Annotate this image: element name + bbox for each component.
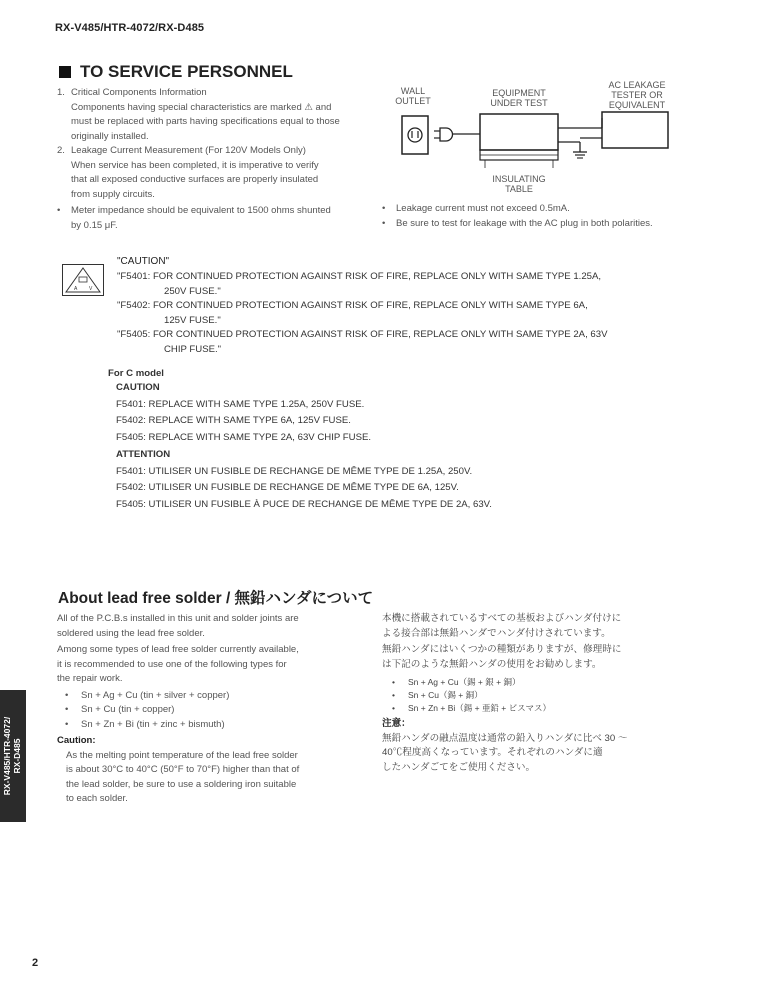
item-line: by 0.15 μF.	[71, 219, 118, 231]
c-model-label: For C model	[108, 368, 164, 379]
caution-line: "F5405: FOR CONTINUED PROTECTION AGAINST RISK OF FIRE, REPLACE ONLY WITH SAME TYPE 2A, 63V	[117, 329, 608, 340]
c-attention-label: ATTENTION	[116, 449, 171, 460]
item-number: 2.	[57, 145, 65, 156]
caution-line: CHIP FUSE."	[164, 343, 222, 355]
c-attention-line: F5405: UTILISER UN FUSIBLE À PUCE DE RECHANGE DE MÊME TYPE DE 2A, 63V.	[116, 498, 492, 510]
item-line: originally installed.	[71, 130, 149, 142]
item-line: Leakage Current Measurement (For 120V Models Only)	[71, 145, 306, 156]
item-line: When service has been completed, it is imperative to verify	[71, 159, 319, 171]
instruction-item-2	[57, 144, 357, 202]
caution-line: 125V FUSE."	[164, 314, 221, 326]
item-line: Components having special characteristics are marked ⚠ and	[71, 101, 332, 113]
page-number: 2	[32, 957, 39, 969]
svg-text:V: V	[89, 286, 93, 292]
jp-solder-type-list: • Sn + Ag + Cu（錫 + 銀 + 銅） • Sn + Cu（錫 + 銅） • Sn + Zn + Bi（錫 + 亜鉛 + ビスマス）	[392, 677, 551, 713]
svg-text:A: A	[74, 286, 78, 292]
service-instructions	[57, 86, 357, 233]
square-bullet-icon	[59, 66, 71, 78]
table-label: INSULATING TABLE	[492, 174, 546, 194]
caution-line: "F5401: FOR CONTINUED PROTECTION AGAINST RISK OF FIRE, REPLACE ONLY WITH SAME TYPE 1.25A,	[117, 271, 602, 282]
section-title	[59, 62, 293, 82]
item-line: Meter impedance should be equivalent to 1500 ohms shunted	[71, 205, 331, 216]
leakage-bullets	[382, 202, 682, 231]
tester-box	[602, 112, 668, 148]
item-line: must be replaced with parts having specifications equal to those	[71, 116, 340, 127]
leakage-test-diagram	[380, 82, 680, 192]
instruction-item-1	[57, 86, 357, 144]
caution-header: "CAUTION"	[117, 256, 170, 267]
item-number: 1.	[57, 87, 65, 98]
leakage-bullet: • Be sure to test for leakage with the AC plug in both polarities.	[382, 217, 653, 229]
c-caution-line: F5401: REPLACE WITH SAME TYPE 1.25A, 250V FUSE.	[116, 398, 365, 410]
section-title-text: TO SERVICE PERSONNEL	[80, 62, 293, 81]
item-line: that all exposed conductive surfaces are properly insulated	[71, 174, 319, 185]
model-header: RX-V485/HTR-4072/RX-D485	[55, 22, 205, 34]
solder-type-list: • Sn + Ag + Cu (tin + silver + copper) • Sn + Cu (tin + copper) • Sn + Zn + Bi (tin + zinc + bismuth)	[65, 689, 230, 730]
outlet-icon	[408, 128, 422, 142]
tester-label: AC LEAKAGE TESTER OR EQUIVALENT	[608, 80, 666, 110]
c-caution-label: CAUTION	[116, 382, 160, 393]
instruction-item-meter	[57, 204, 357, 233]
bullet-icon: •	[57, 205, 61, 216]
c-attention-line: F5402: UTILISER UN FUSIBLE DE RECHANGE DE MÊME TYPE DE 6A, 125V.	[116, 482, 459, 493]
warning-triangle-icon	[63, 265, 103, 295]
caution-symbol	[62, 264, 104, 296]
c-caution-line: F5402: REPLACE WITH SAME TYPE 6A, 125V FUSE.	[116, 415, 351, 426]
lead-free-japanese: 本機に搭載されているすべての基板およびハンダ付けに よる接合部は無鉛ハンダでハンダ付けされています。 無鉛ハンダにはいくつかの種類がありますが、修理時に は下記のような無鉛ハンダの使用をお勧めします。 • Sn + Ag + Cu（錫 + 銀 + 銅） • Sn + Cu（錫 + 銅） • Sn + Zn + Bi（錫 + 亜鉛 + ビスマス） 注意： 無鉛ハンダの融点温度は通常の鉛入りハンダに比べ 30 〜 40℃程度高くなっています。それぞれのハンダに適 したハンダごてをご使用ください。	[382, 612, 682, 775]
c-caution-line: F5405: REPLACE WITH SAME TYPE 2A, 63V CHIP FUSE.	[116, 431, 372, 443]
wall-outlet-label: WALL OUTLET	[395, 86, 431, 106]
lead-free-title: About lead free solder / 無鉛ハンダについて	[58, 590, 374, 607]
item-line: Critical Components Information	[71, 87, 207, 98]
wall-outlet-box	[402, 116, 428, 154]
c-model-block	[116, 381, 676, 512]
plug-icon	[440, 128, 453, 141]
caution-line: "F5402: FOR CONTINUED PROTECTION AGAINST RISK OF FIRE, REPLACE ONLY WITH SAME TYPE 6A,	[117, 300, 588, 311]
caution-block	[117, 270, 697, 357]
item-line: from supply circuits.	[71, 188, 155, 200]
equipment-box	[480, 114, 558, 150]
lead-free-english: All of the P.C.B.s installed in this unit and solder joints are soldered using the lead free solder. Among some types of lead free solder currently available, it is recommended to use one of the following types for the repair work. • Sn + Ag + Cu (tin + silver + copper) • Sn + Cu (tin + copper) • Sn + Zn + Bi (tin + zinc + bismuth) Caution: As the melting point temperature of the lead free solder is about 30°C to 40°C (50°F to 70°F) higher than that of the lead solder, be sure to use a soldering iron suitable to each solder.	[57, 612, 357, 807]
caution-line: 250V FUSE."	[164, 285, 221, 297]
en-caution-label: Caution:	[57, 735, 96, 746]
jp-caution-label: 注意：	[382, 718, 411, 729]
c-attention-line: F5401: UTILISER UN FUSIBLE DE RECHANGE DE MÊME TYPE DE 1.25A, 250V.	[116, 465, 473, 477]
sidebar-model-text: RX-V485/HTR-4072/ RX-D485	[2, 716, 22, 796]
leakage-bullet: • Leakage current must not exceed 0.5mA.	[382, 203, 570, 214]
equipment-label: EQUIPMENT UNDER TEST	[490, 88, 548, 108]
